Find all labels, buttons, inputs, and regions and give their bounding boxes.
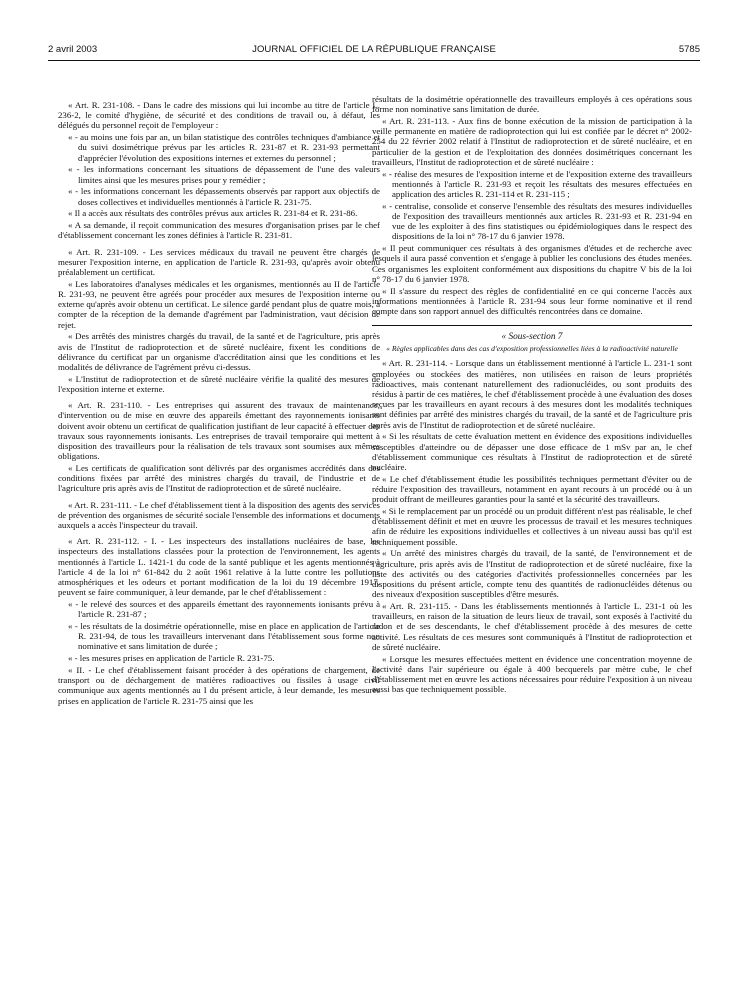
journal-title: JOURNAL OFFICIEL DE LA RÉPUBLIQUE FRANÇAISE [252, 44, 496, 55]
header-date: 2 avril 2003 [48, 44, 98, 55]
article-paragraph: « A sa demande, il reçoit communication des mesures d'organisation prises par le chef d'établissement concernant les zones définies à l'article R. 231-81. [58, 220, 380, 241]
page-header [48, 44, 700, 58]
article-paragraph: « Si les résultats de cette évaluation mettent en évidence des expositions individuelles susceptibles d'atteindre ou de dépasser une dose efficace de 1 mSv par an, le chef d'établissement communique ces résultats à l'Institut de radioprotection et de sûreté nucléaire. [372, 431, 692, 473]
subsection-heading: « Règles applicables dans des cas d'exposition professionnelles liées à la radioactivité naturelle [386, 344, 678, 354]
section-divider [372, 325, 692, 326]
article-paragraph: « Les certificats de qualification sont délivrés par des organismes accrédités dans des conditions fixées par arrêté des ministres chargés du travail, de l'industrie et de l'agriculture pris après avis de l'Institut de radioprotection et de sûreté nucléaire. [58, 463, 380, 494]
article-paragraph: « Art. R. 231-109. - Les services médicaux du travail ne peuvent être chargés de mesurer l'exposition interne, en application de l'article R. 231-93, qu'après avoir obtenu préalablement un certificat. [58, 246, 380, 278]
list-item: « - les résultats de la dosimétrie opérationnelle, mise en place en application de l'article R. 231-94, de tous les travailleurs intervenant dans l'établissement sous forme non nominative et sans limitation de durée ; [68, 621, 380, 652]
article-paragraph: « Il s'assure du respect des règles de confidentialité en ce qui concerne l'accès aux informations mentionnées à l'article R. 231-94 sous leur forme nominative et il rend compte dans son rapport annuel des difficultés rencontrées dans ce domaine. [372, 285, 692, 317]
list-item: « - réalise des mesures de l'exposition interne et de l'exposition externe des travailleurs mentionnés à l'article R. 231-93 et reçoit les résultats des mesures effectuées en application des articles R. 231-114 et R. 231-115 ; [382, 168, 692, 200]
article-paragraph: « Un arrêté des ministres chargés du travail, de la santé, de l'environnement et de l'agriculture, pris après avis de l'Institut de radioprotection et de sûreté nucléaire, fixe la liste des activités ou des catégories d'activités professionnelles concernées par les dispositions du présent article, compte tenu des quantités de radionucléides détenus ou des niveaux d'exposition susceptibles d'être mesurés. [372, 548, 692, 600]
article-paragraph: « Art. R. 231-115. - Dans les établissements mentionnés à l'article L. 231-1 où les travailleurs, en raison de la situation de leurs lieux de travail, sont exposés à l'activité du radon et de ses descendants, le chef d'établissement procède à des mesures de cette activité. Les résultats de ces mesures sont communiqués à l'Institut de radioprotection et de sûreté nucléaire. [372, 601, 692, 652]
article-paragraph: « II. - Le chef d'établissement faisant procéder à des opérations de chargement, de transport ou de déchargement de matières radioactives ou fissiles à usage civil communique aux agents mentionnés au I du présent article, à leur demande, les mesures prises en application de l'article R. 231-75 ainsi que les [58, 665, 380, 706]
article-paragraph: « Art. R. 231-108. - Dans le cadre des missions qui lui incombe au titre de l'article L. 236-2, le comité d'hygiène, de sécurité et des conditions de travail ou, à défaut, les délégués du personnel reçoit de l'employeur : [58, 100, 380, 131]
list-item: « - les informations concernant les situations de dépassement de l'une des valeurs limites ainsi que les mesures prises pour y remédier ; [68, 164, 380, 185]
article-paragraph: « L'Institut de radioprotection et de sûreté nucléaire vérifie la qualité des mesures de l'exposition interne et externe. [58, 373, 380, 395]
article-paragraph: « Art. R. 231-114. - Lorsque dans un établissement mentionné à l'article L. 231-1 sont employées ou stockées des matières, non utilisées en raison de leurs propriétés radioactives, mais contenant naturellement des radionucléides, ou sont produits des résidus à partir de ces matières, le chef d'établissement procède à une évaluation des doses reçues par les travailleurs en ayant recours à des mesures dont les modalités techniques sont définies par arrêté des ministres chargés du travail, de la santé et de l'agriculture pris après avis de l'Institut de radioprotection et de sûreté nucléaire. [372, 358, 692, 430]
right-column [372, 94, 692, 696]
article-paragraph: « Lorsque les mesures effectuées mettent en évidence une concentration moyenne de l'activité dans l'air supérieure ou égale à 400 becquerels par mètre cube, le chef d'établissement met en œuvre les actions nécessaires pour réduire l'exposition à un niveau aussi bas que techniquement possible. [372, 653, 692, 695]
list-item: « - centralise, consolide et conserve l'ensemble des résultats des mesures individuelles de l'exposition des travailleurs mentionnés aux articles R. 231-93 et R. 231-94 en vue de les exploiter à des fins statistiques ou épidémiologiques dans le respect des dispositions de la loi n° 78-17 du 6 janvier 1978. [382, 200, 692, 242]
article-paragraph: « Il a accès aux résultats des contrôles prévus aux articles R. 231-84 et R. 231-86. [68, 208, 358, 219]
article-paragraph: « Art. R. 231-110. - Les entreprises qui assurent des travaux de maintenance, d'intervention ou de mise en œuvre des appareils émettant des rayonnements ionisants doivent avoir obtenu un certificat de qualification justifiant de leur capacité à effectuer des travaux sous rayonnements ionisants. Les entreprises de travail temporaire qui mettent à disposition des travailleurs pour la réalisation de tels travaux sont soumises aux mêmes obligations. [58, 400, 380, 462]
article-paragraph: « Les laboratoires d'analyses médicales et les organismes, mentionnés au II de l'article R. 231-93, ne peuvent être agréés pour procéder aux mesures de l'exposition interne ou externe qu'après avoir obtenu un certificat. Le silence gardé pendant plus de quatre mois, à compter de la réception de la demande d'agrément par l'administration, vaut décision de rejet. [58, 278, 380, 330]
article-paragraph: « Art. R. 231-112. - I. - Les inspecteurs des installations nucléaires de base, les inspecteurs des installations classées pour la protection de l'environnement, les agents mentionnés à l'article L. 1421-1 du code de la santé publique et les agents mentionnés à l'article 4 de la loi n° 61-842 du 2 août 1961 relative à la lutte contre les pollutions atmosphériques et les odeurs et portant modification de la loi du 19 décembre 1917, peuvent se faire communiquer, à leur demande, par le chef d'établissement : [58, 536, 380, 598]
list-item: « - le relevé des sources et des appareils émettant des rayonnements ionisants prévu à l'article R. 231-87 ; [68, 599, 380, 620]
list-item: « - au moins une fois par an, un bilan statistique des contrôles techniques d'ambiance et du suivi dosimétrique prévus par les articles R. 231-87 et R. 231-93 permettant d'apprécier l'évolution des expositions internes et externes du personnel ; [68, 132, 380, 163]
article-paragraph: « Art. R. 231-111. - Le chef d'établissement tient à la disposition des agents des services de prévention des organismes de sécurité sociale l'ensemble des informations et documents auxquels a accès l'inspecteur du travail. [58, 499, 380, 531]
article-paragraph: « Le chef d'établissement étudie les possibilités techniques permettant d'éviter ou de réduire l'exposition des travailleurs, notamment en ayant recours à un procédé ou à un produit offrant de meilleures garanties pour la santé et la sécurité des travailleurs. [372, 473, 692, 505]
page-number: 5785 [678, 44, 700, 55]
left-column [58, 94, 380, 707]
list-item: « - les informations concernant les dépassements observés par rapport aux objectifs de doses collectives et individuelles mentionnés à l'article R. 231-75. [68, 186, 380, 207]
list-item: « - les mesures prises en application de l'article R. 231-75. [68, 653, 275, 664]
article-paragraph: « Art. R. 231-113. - Aux fins de bonne exécution de la mission de participation à la veille permanente en matière de radioprotection qui lui est confiée par le décret n° 2002-254 du 22 février 2002 relatif à l'Institut de radioprotection et de sûreté nucléaire, et en particulier de la gestion et de l'exploitation des données dosimétriques concernant les travailleurs, l'Institut de radioprotection et de sûreté nucléaire : [372, 116, 692, 167]
article-paragraph: « Il peut communiquer ces résultats à des organismes d'études et de recherche avec lesquels il aura passé convention et s'engage à publier les conclusions des études menées. Ces organismes les exploitent conformément aux dispositions du chapitre V bis de la loi n° 78-17 du 6 janvier 1978. [372, 243, 692, 284]
header-rule [48, 60, 700, 61]
article-paragraph: « Si le remplacement par un procédé ou un produit différent n'est pas réalisable, le chef d'établissement définit et met en œuvre les processus de travail et les mesures techniques afin de réduire les expositions individuelles et collectives à un niveau aussi bas qu'il est techniquement possible. [372, 506, 692, 547]
subsection-title: « Sous-section 7 [501, 332, 563, 343]
article-paragraph: « Des arrêtés des ministres chargés du travail, de la santé et de l'agriculture, pris après avis de l'Institut de radioprotection et de sûreté nucléaire, fixent les conditions de délivrance du certificat par un organisme d'accréditation ainsi que les conditions et les modalités de délivrance de l'agrément prévu ci-dessus. [58, 331, 380, 373]
article-paragraph: résultats de la dosimétrie opérationnelle des travailleurs employés à ces opérations sous forme non nominative sans limitation de durée. [372, 94, 692, 115]
